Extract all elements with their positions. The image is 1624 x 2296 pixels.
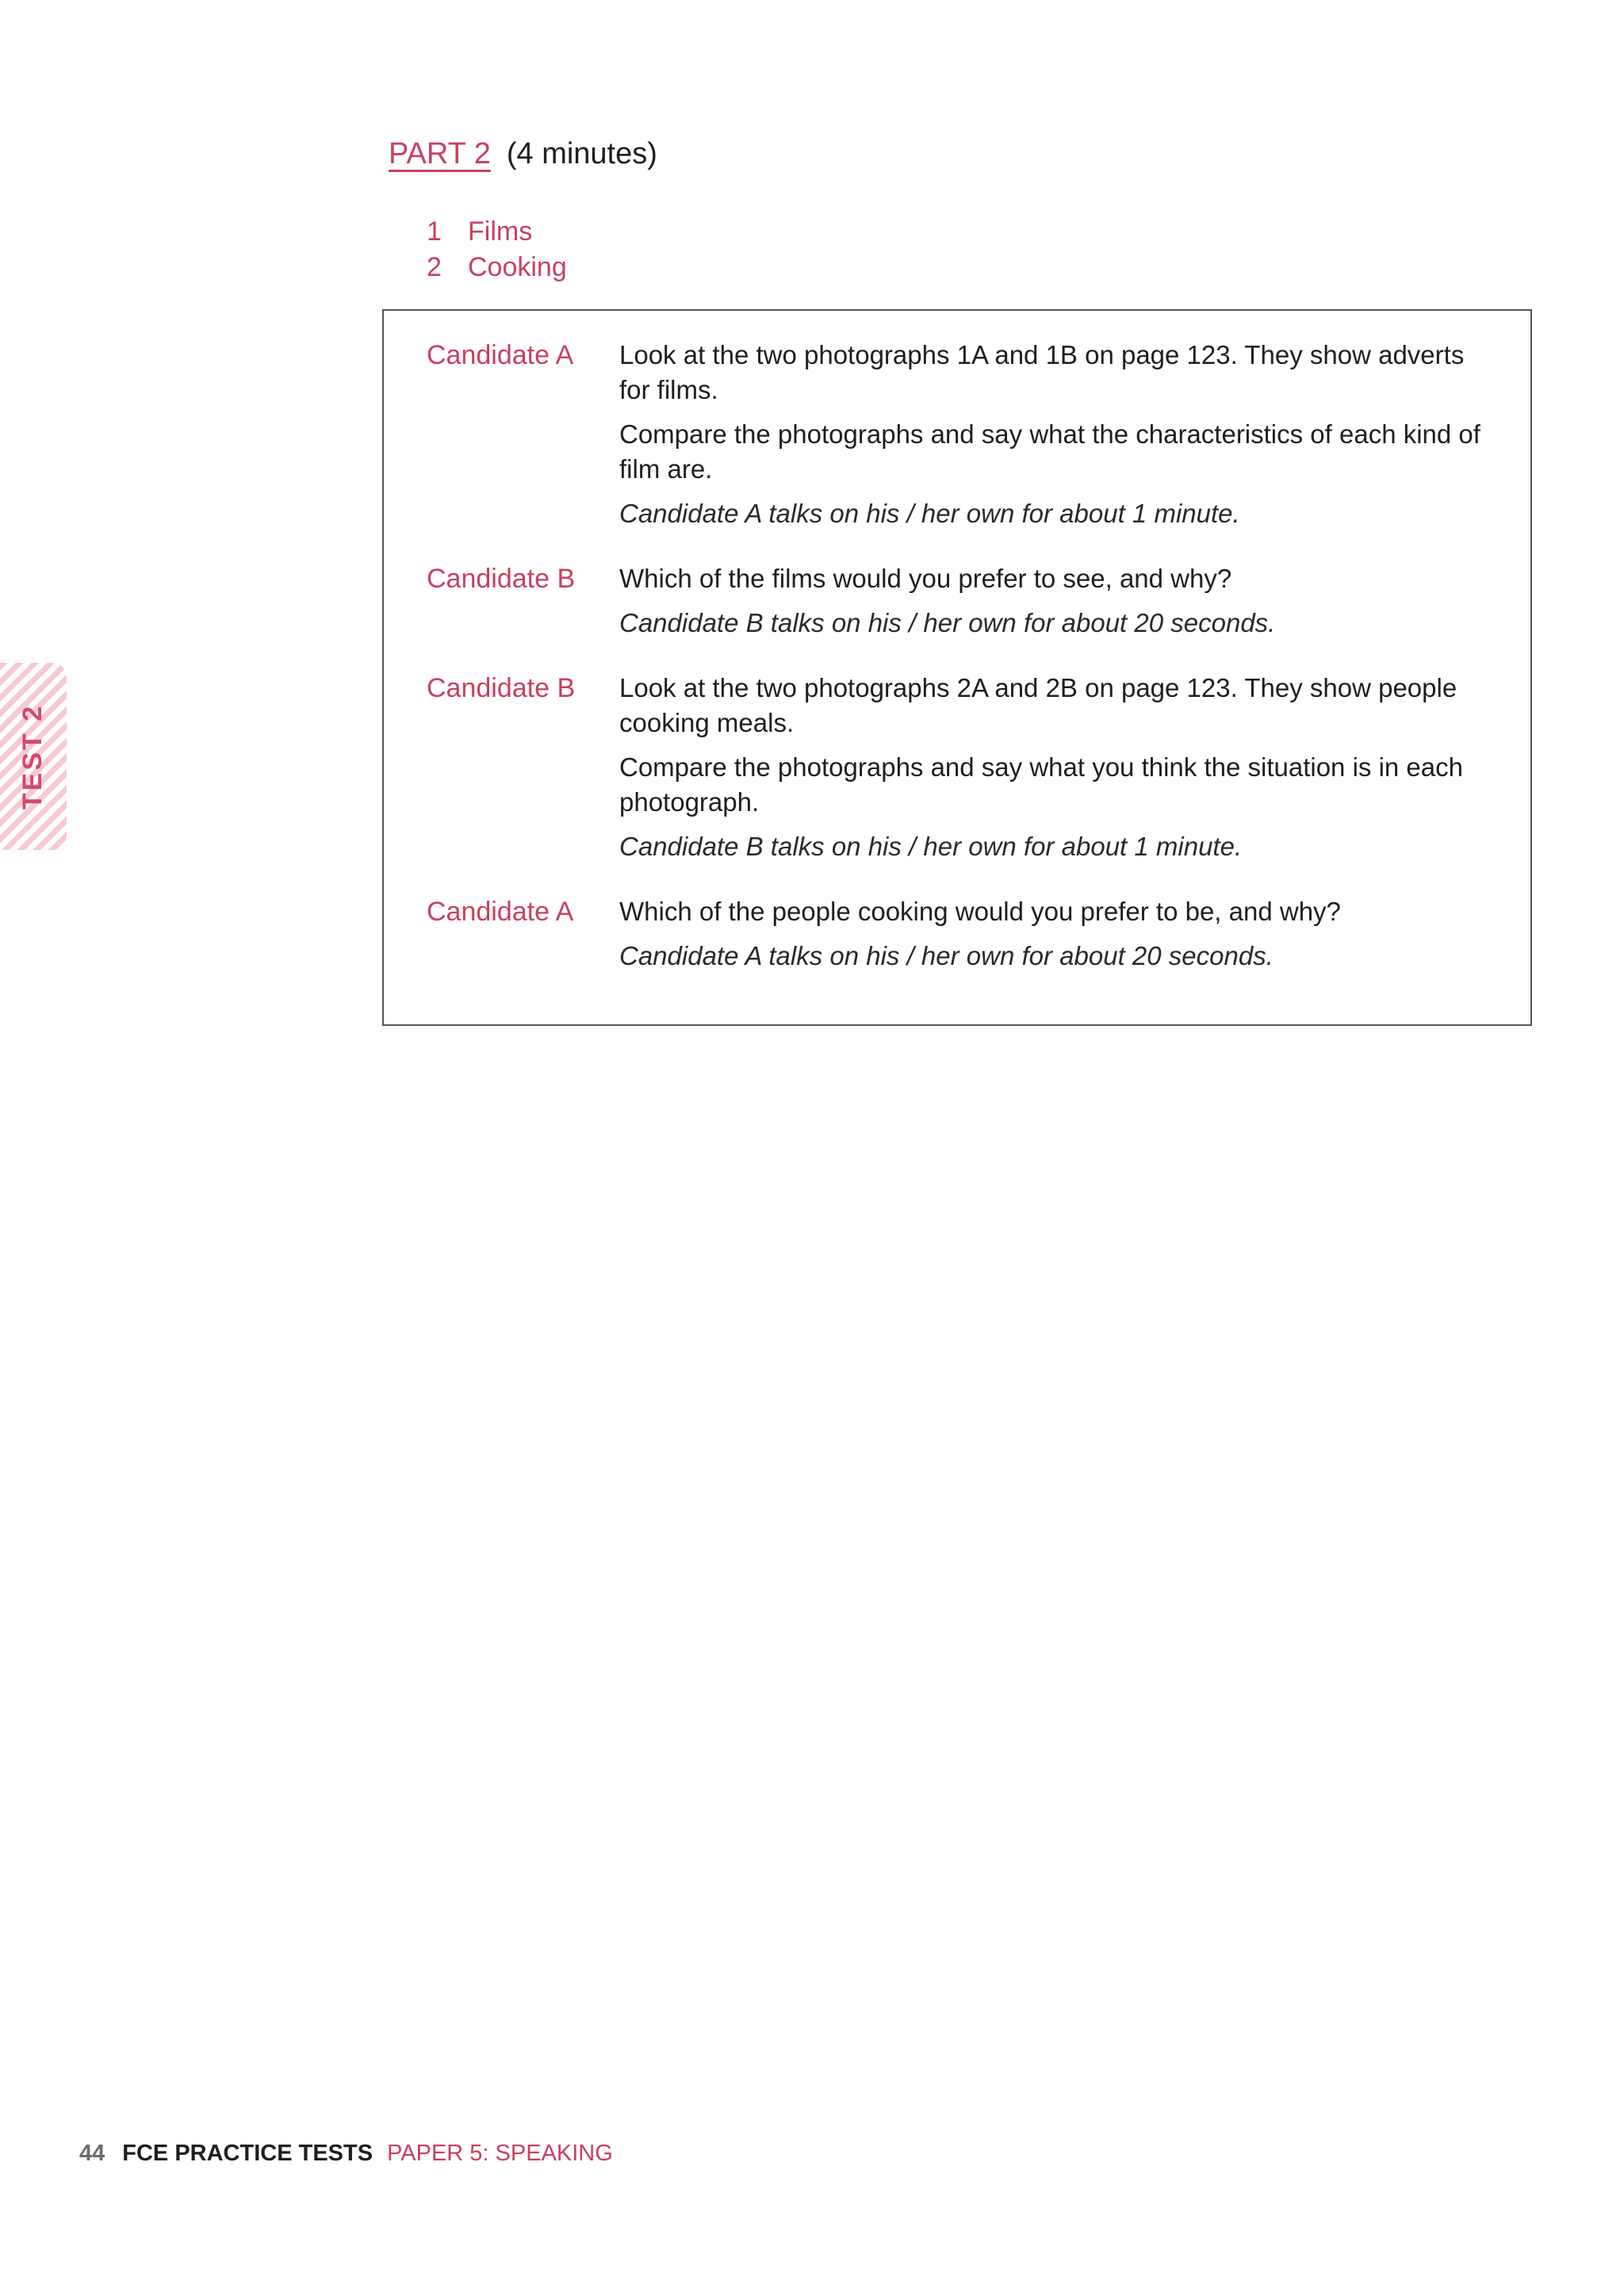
topic-label: Films [468,216,533,247]
topic-number: 1 [427,216,442,247]
task-note: Candidate A talks on his / her own for about 1 minute. [619,499,1240,528]
candidate-label: Candidate B [427,673,576,703]
task-note: Candidate B talks on his / her own for about 20 seconds. [619,608,1276,637]
topic-number: 2 [427,252,442,282]
task-body [619,561,1491,641]
task-instruction: Look at the two photographs 2A and 2B on page 123. They show people cooking meals. [619,673,1457,737]
task-instruction: Look at the two photographs 1A and 1B on page 123. They show adverts for films. [619,340,1465,404]
side-tab-label: TEST 2 [17,703,48,809]
candidate-label: Candidate A [427,340,574,370]
topic-item [427,250,567,285]
task-body [619,338,1491,531]
test-side-tab [0,663,67,850]
task-body [619,671,1491,864]
task-entry [427,894,1491,974]
task-instruction: Compare the photographs and say what you think the situation is in each photograph. [619,752,1463,817]
page-number: 44 [79,2141,105,2166]
part-duration: (4 minutes) [506,137,657,170]
task-instruction: Compare the photographs and say what the characteristics of each kind of film are. [619,419,1480,484]
topic-list [427,214,567,285]
task-entry [427,561,1491,641]
paper-title: PAPER 5: SPEAKING [387,2141,613,2166]
task-entry [427,338,1491,531]
candidate-label: Candidate B [427,564,576,594]
task-note: Candidate A talks on his / her own for about 20 seconds. [619,941,1274,970]
task-instruction: Which of the people cooking would you prefer to be, and why? [619,897,1341,926]
task-entry [427,671,1491,864]
task-box [382,309,1532,1026]
part-label: PART 2 [389,137,491,170]
candidate-label: Candidate A [427,897,574,927]
task-note: Candidate B talks on his / her own for about 1 minute. [619,832,1243,861]
task-body [619,894,1491,974]
topic-item [427,214,567,250]
part-heading [389,136,657,173]
task-instruction: Which of the films would you prefer to see, and why? [619,564,1232,593]
page-footer [79,2141,613,2167]
topic-label: Cooking [468,252,567,282]
book-title: FCE PRACTICE TESTS [122,2141,373,2166]
